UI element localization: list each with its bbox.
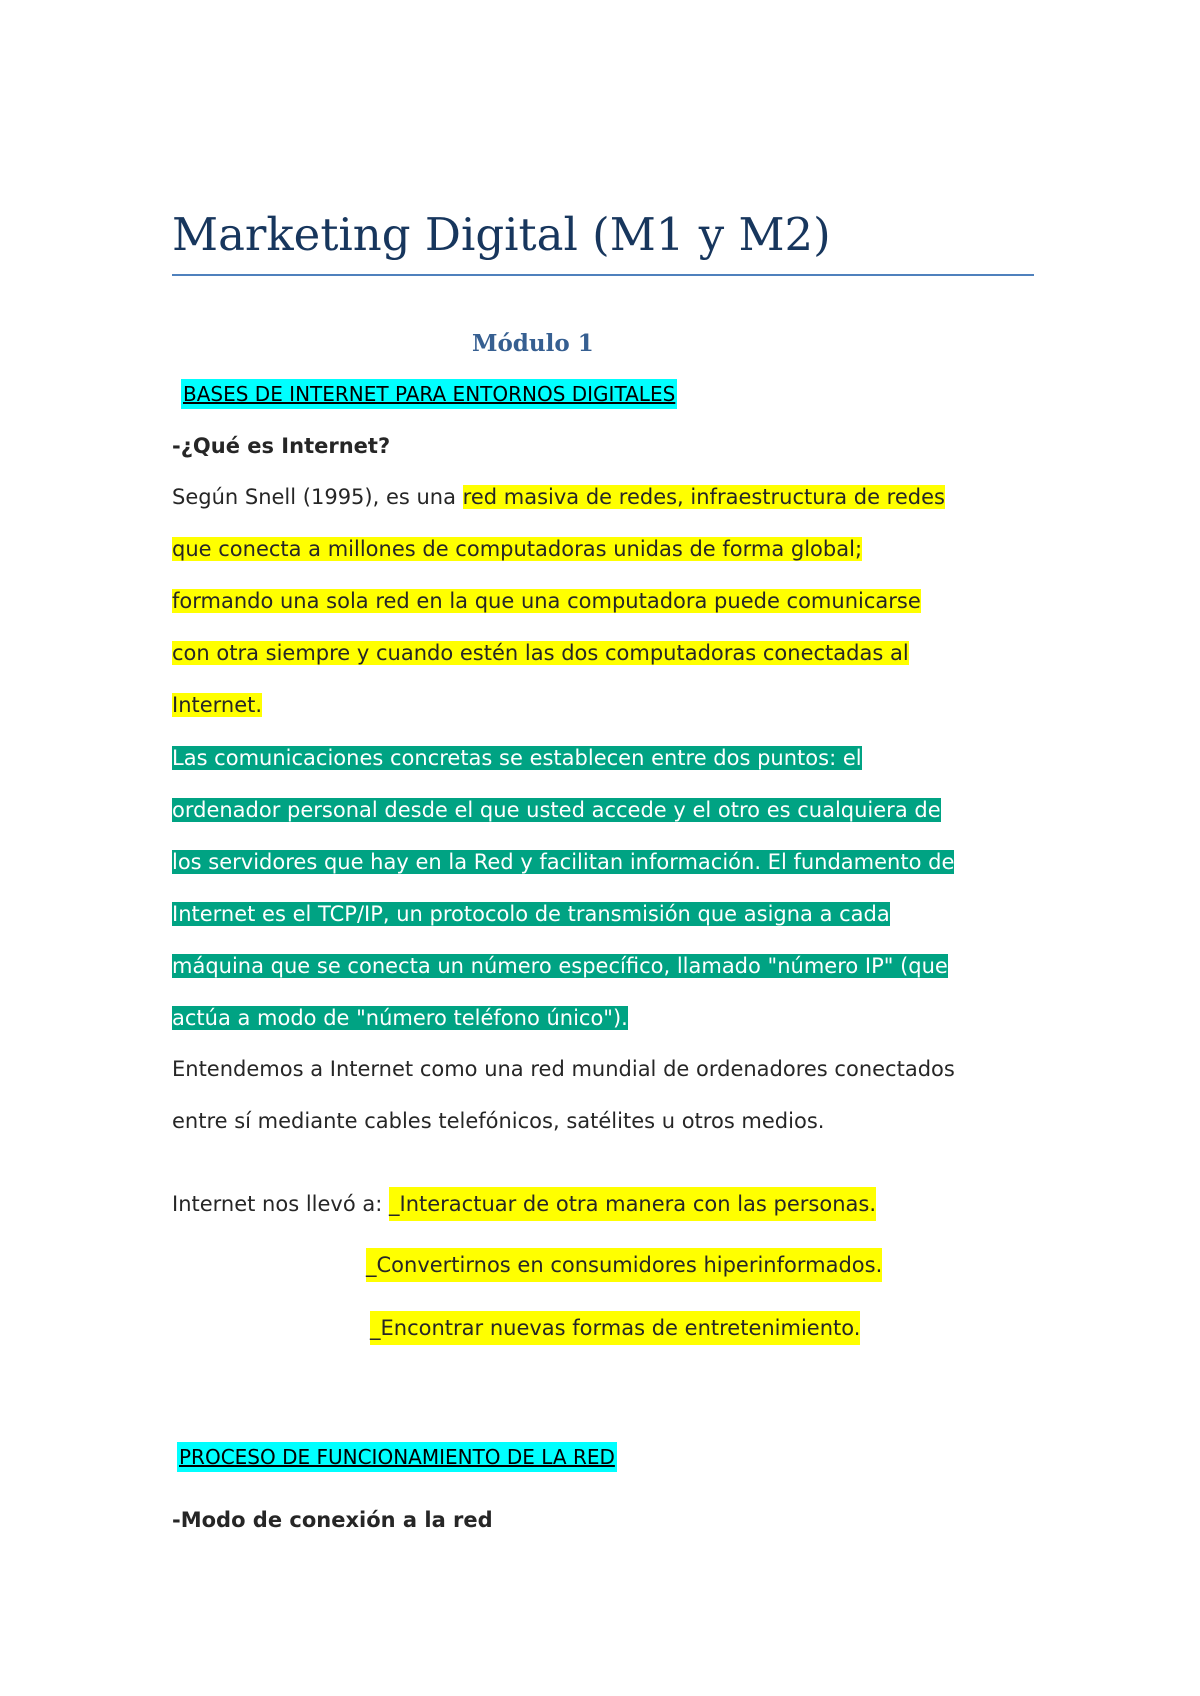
paragraph-2-highlight-4: Internet es el TCP/IP, un protocolo de transmisión que asigna a cada: [172, 902, 890, 926]
paragraph-2-line-1: [172, 740, 862, 776]
paragraph-1-highlight-1: red masiva de redes, infraestructura de redes: [462, 485, 945, 509]
paragraph-3-line-2: entre sí mediante cables telefónicos, satélites u otros medios.: [172, 1109, 825, 1133]
list-lead: Internet nos llevó a:: [172, 1192, 389, 1216]
paragraph-2-line-2: [172, 792, 941, 828]
paragraph-1-highlight-3: formando una sola red en la que una computadora puede comunicarse: [172, 589, 921, 613]
section-heading-network-process: PROCESO DE FUNCIONAMIENTO DE LA RED: [177, 1442, 617, 1472]
list-item-3: _Encontrar nuevas formas de entretenimiento.: [370, 1311, 860, 1345]
list-item-2: _Convertirnos en consumidores hiperinformados.: [366, 1248, 882, 1282]
paragraph-1-line-2: [172, 533, 862, 565]
paragraph-1-highlight-4: con otra siempre y cuando estén las dos computadoras conectadas al: [172, 641, 909, 665]
paragraph-2-highlight-5: máquina que se conecta un número específico, llamado "número IP" (que: [172, 954, 948, 978]
paragraph-2-line-3: [172, 844, 954, 880]
question-heading: -¿Qué es Internet?: [172, 434, 391, 458]
paragraph-1-line-5: [172, 689, 262, 721]
paragraph-1-highlight-5: Internet.: [172, 693, 263, 717]
paragraph-1-highlight-2: que conecta a millones de computadoras unidas de forma global;: [172, 537, 863, 561]
document-title: Marketing Digital (M1 y M2): [172, 208, 831, 261]
paragraph-2-highlight-6: actúa a modo de "número teléfono único").: [172, 1006, 628, 1030]
connection-mode-heading: -Modo de conexión a la red: [172, 1508, 493, 1532]
paragraph-2-line-4: [172, 896, 890, 932]
paragraph-3-line-1: Entendemos a Internet como una red mundial de ordenadores conectados: [172, 1057, 955, 1081]
module-heading: Módulo 1: [472, 330, 594, 357]
paragraph-1-line-3: [172, 585, 921, 617]
title-underline-rule: [172, 274, 1034, 276]
paragraph-2-highlight-2: ordenador personal desde el que usted accede y el otro es cualquiera de: [172, 798, 941, 822]
paragraph-1-lead: Según Snell (1995), es una: [172, 485, 463, 509]
paragraph-1-line-4: [172, 637, 909, 669]
paragraph-1-line-1: [172, 481, 945, 513]
list-item-1: _Interactuar de otra manera con las personas.: [389, 1187, 876, 1221]
paragraph-2-line-5: [172, 948, 948, 984]
list-lead-line: [172, 1187, 876, 1221]
section-heading-internet-bases: BASES DE INTERNET PARA ENTORNOS DIGITALES: [181, 379, 677, 409]
paragraph-2-highlight-3: los servidores que hay en la Red y facilitan información. El fundamento de: [172, 850, 955, 874]
paragraph-2-highlight-1: Las comunicaciones concretas se establecen entre dos puntos: el: [172, 746, 862, 770]
paragraph-2-line-6: [172, 1000, 628, 1036]
